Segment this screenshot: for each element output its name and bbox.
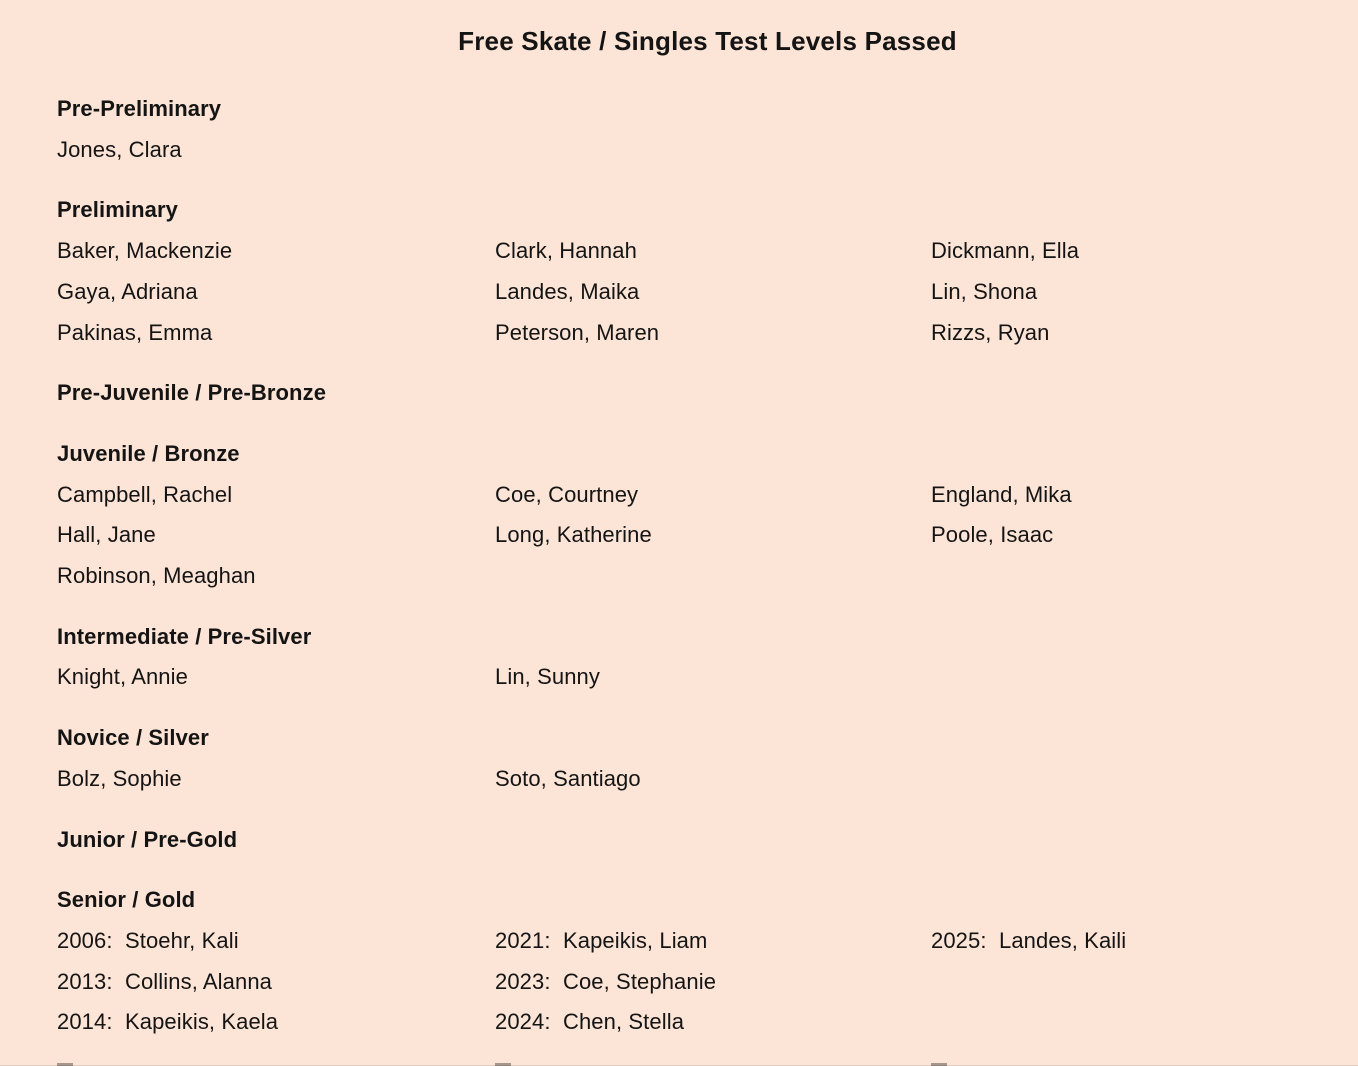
section-heading: Pre-Juvenile / Pre-Bronze xyxy=(57,380,327,406)
skater-name: Bolz, Sophie xyxy=(57,765,182,791)
skater-name: 2006: Stoehr, Kali xyxy=(57,927,239,953)
skater-name: Jones, Clara xyxy=(57,136,182,162)
section-pre-juvenile-pre-bronze xyxy=(57,373,1358,414)
section-heading: Junior / Pre-Gold xyxy=(57,826,238,852)
section-pre-preliminary xyxy=(57,89,1358,170)
skater-name: Lin, Sunny xyxy=(495,664,600,690)
skater-name: Clark, Hannah xyxy=(495,238,637,264)
skater-name: Soto, Santiago xyxy=(495,765,641,791)
name-row xyxy=(57,130,1358,171)
skater-name: Peterson, Maren xyxy=(495,319,660,345)
section-heading: Preliminary xyxy=(57,197,178,223)
name-row xyxy=(57,657,1358,698)
skater-name: Gaya, Adriana xyxy=(57,278,198,304)
test-level-list xyxy=(57,89,1358,1043)
section-heading: Pre-Preliminary xyxy=(57,96,222,121)
name-row xyxy=(57,556,1358,597)
skater-name: 2014: Kapeikis, Kaela xyxy=(57,1009,279,1035)
skater-name: Robinson, Meaghan xyxy=(57,563,256,589)
section-heading: Senior / Gold xyxy=(57,887,196,913)
section-junior-pre-gold xyxy=(57,820,1358,861)
name-row xyxy=(57,759,1358,800)
skater-name: Knight, Annie xyxy=(57,664,188,690)
skater-name: Pakinas, Emma xyxy=(57,319,213,345)
skater-name: Hall, Jane xyxy=(57,522,156,548)
section-heading: Juvenile / Bronze xyxy=(57,440,240,466)
name-row xyxy=(57,272,1358,313)
name-row xyxy=(57,475,1358,516)
skater-name: Dickmann, Ella xyxy=(931,238,1080,264)
name-row xyxy=(57,313,1358,354)
skater-name: Lin, Shona xyxy=(931,278,1038,304)
skater-name: Long, Katherine xyxy=(495,522,652,548)
skater-name: Coe, Courtney xyxy=(495,481,639,507)
skater-name: 2021: Kapeikis, Liam xyxy=(495,927,708,953)
skater-name: Baker, Mackenzie xyxy=(57,238,233,264)
page-title: Free Skate / Singles Test Levels Passed xyxy=(458,26,957,56)
name-row xyxy=(57,921,1358,962)
name-row xyxy=(57,962,1358,1003)
skater-name: 2013: Collins, Alanna xyxy=(57,968,273,994)
name-row xyxy=(57,515,1358,556)
skater-name: 2023: Coe, Stephanie xyxy=(495,968,717,994)
skater-name: Campbell, Rachel xyxy=(57,481,233,507)
skater-name: England, Mika xyxy=(931,481,1072,507)
section-intermediate-pre-silver xyxy=(57,617,1358,698)
section-heading: Novice / Silver xyxy=(57,725,209,751)
section-senior-gold xyxy=(57,880,1358,1043)
name-row xyxy=(57,1002,1358,1043)
skater-name: Landes, Maika xyxy=(495,278,640,304)
skater-name: Rizzs, Ryan xyxy=(931,319,1050,345)
section-preliminary xyxy=(57,190,1358,353)
section-heading: Intermediate / Pre-Silver xyxy=(57,623,312,649)
section-novice-silver xyxy=(57,718,1358,799)
skater-name: 2024: Chen, Stella xyxy=(495,1009,685,1035)
skater-name: Poole, Isaac xyxy=(931,522,1054,548)
section-juvenile-bronze xyxy=(57,434,1358,597)
name-row xyxy=(57,231,1358,272)
skater-name: 2025: Landes, Kaili xyxy=(931,927,1127,953)
